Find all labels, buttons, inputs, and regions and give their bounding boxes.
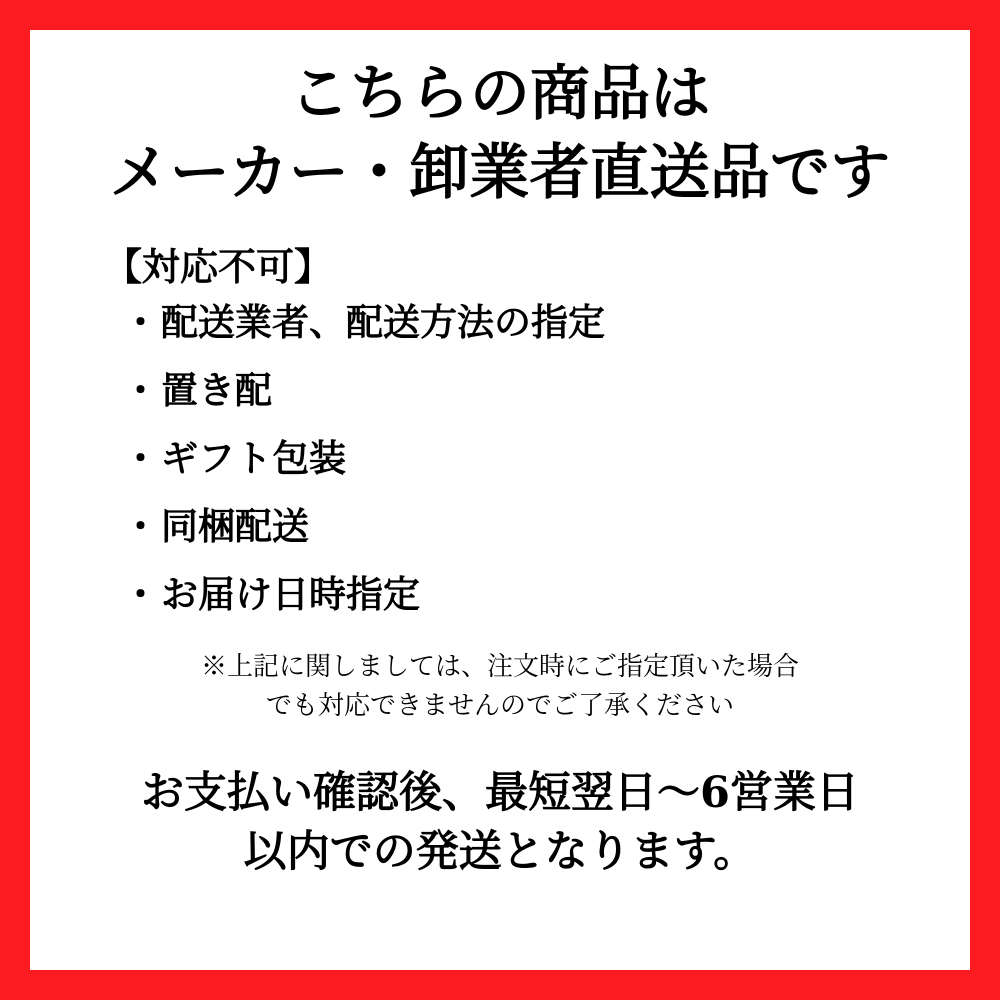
list-item-label: ギフト包装 xyxy=(161,435,346,480)
list-item-label: お届け日時指定 xyxy=(161,571,420,616)
page-title xyxy=(30,30,970,210)
shipping-note-line-1: お支払い確認後、最短翌日〜6営業日 xyxy=(141,767,859,818)
list-item-label: 置き配 xyxy=(161,367,272,412)
shipping-note xyxy=(30,764,970,883)
list-item xyxy=(122,435,605,480)
footnote-line-1: ※上記に関しましては、注文時にご指定頂いた場合 xyxy=(200,651,799,682)
bullet-icon: ・ xyxy=(122,299,159,344)
restrictions-list xyxy=(122,299,605,644)
bullet-icon: ・ xyxy=(122,367,159,412)
list-item-label: 配送業者、配送方法の指定 xyxy=(161,299,605,344)
list-item xyxy=(122,503,605,548)
footnote xyxy=(30,648,970,726)
bullet-icon: ・ xyxy=(122,435,159,480)
headline-line-2: メーカー・卸業者直送品です xyxy=(109,138,891,209)
notice-card xyxy=(30,30,970,970)
bullet-icon: ・ xyxy=(122,571,159,616)
headline-line-1: こちらの商品は xyxy=(289,59,711,129)
list-item xyxy=(122,299,605,344)
restrictions-section-label: 【対応不可】 xyxy=(104,244,333,290)
bullet-icon: ・ xyxy=(122,503,159,548)
footnote-line-2: でも対応できませんのでご了承ください xyxy=(265,690,734,721)
shipping-note-line-2: 以内での発送となります。 xyxy=(243,827,757,878)
list-item xyxy=(122,367,605,412)
list-item xyxy=(122,571,605,616)
list-item-label: 同梱配送 xyxy=(161,503,309,548)
